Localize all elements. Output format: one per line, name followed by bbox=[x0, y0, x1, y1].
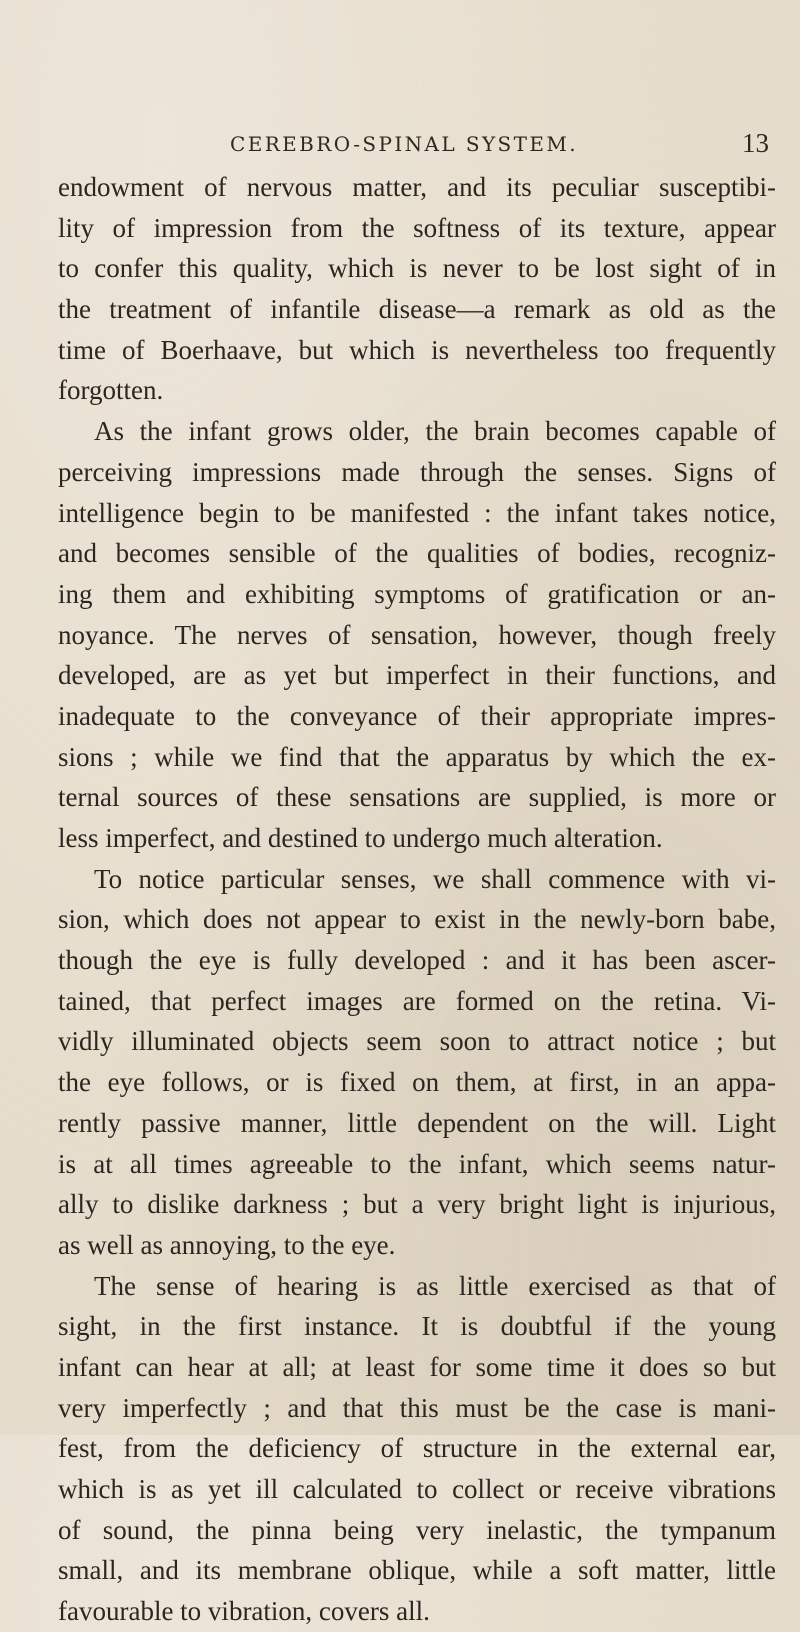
text-line: rently passive manner, little dependent on the will. Light bbox=[58, 1107, 776, 1138]
text-line: is at all times agreeable to the infant, which seems natur- bbox=[58, 1148, 776, 1179]
text-line: the treatment of infantile disease—a remark as old as the bbox=[58, 294, 776, 325]
text-line: sions ; while we find that the apparatus by which the ex- bbox=[58, 741, 776, 772]
text-line: noyance. The nerves of sensation, however, though freely bbox=[58, 619, 776, 650]
text-line: perceiving impressions made through the senses. Signs of bbox=[58, 456, 776, 487]
text-line: forgotten. bbox=[58, 375, 164, 406]
text-line: favourable to vibration, covers all. bbox=[58, 1596, 430, 1627]
text-line: to confer this quality, which is never to be lost sight of in bbox=[58, 253, 776, 284]
text-line: time of Boerhaave, but which is nevertheless too frequently bbox=[58, 334, 776, 365]
paragraph-start-line: To notice particular senses, we shall commence with vi- bbox=[94, 863, 776, 894]
text-line: tained, that perfect images are formed on the retina. Vi- bbox=[58, 985, 776, 1016]
text-line: less imperfect, and destined to undergo much alteration. bbox=[58, 823, 663, 853]
running-title: CEREBRO-SPINAL SYSTEM. bbox=[230, 132, 579, 156]
text-line: of sound, the pinna being very inelastic, the tympanum bbox=[58, 1514, 776, 1545]
text-line: sion, which does not appear to exist in the newly-born babe, bbox=[58, 904, 776, 935]
text-line: and becomes sensible of the qualities of bodies, recogniz- bbox=[58, 538, 776, 569]
text-line: ally to dislike darkness ; but a very bright light is injurious, bbox=[58, 1189, 776, 1220]
text-line: fest, from the deficiency of structure in the external ear, bbox=[58, 1433, 776, 1464]
text-line: developed, are as yet but imperfect in their functions, and bbox=[58, 660, 776, 691]
text-line: the eye follows, or is fixed on them, at first, in an appa- bbox=[58, 1067, 776, 1098]
text-line: infant can hear at all; at least for some time it does so but bbox=[58, 1351, 776, 1382]
body-text bbox=[58, 167, 776, 1632]
text-line: endowment of nervous matter, and its peculiar susceptibi- bbox=[58, 172, 776, 202]
text-line: lity of impression from the softness of its texture, appear bbox=[58, 212, 776, 243]
text-line: inadequate to the conveyance of their appropriate impres- bbox=[58, 700, 776, 731]
page-number: 13 bbox=[742, 128, 769, 158]
text-line: intelligence begin to be manifested : the infant takes notice, bbox=[58, 497, 776, 528]
text-line: which is as yet ill calculated to collect or receive vibrations bbox=[58, 1474, 776, 1504]
text-line: as well as annoying, to the eye. bbox=[58, 1229, 396, 1260]
text-line: very imperfectly ; and that this must be the case is mani- bbox=[58, 1392, 776, 1423]
text-line: sight, in the first instance. It is doubtful if the young bbox=[58, 1311, 776, 1342]
text-line: vidly illuminated objects seem soon to attract notice ; but bbox=[58, 1026, 776, 1057]
text-line: small, and its membrane oblique, while a soft matter, little bbox=[58, 1555, 776, 1586]
paragraph-start-line: As the infant grows older, the brain becomes capable of bbox=[94, 416, 776, 447]
text-line: ternal sources of these sensations are supplied, is more or bbox=[58, 782, 776, 813]
text-line: ing them and exhibiting symptoms of gratification or an- bbox=[58, 578, 776, 609]
text-line: though the eye is fully developed : and it has been ascer- bbox=[58, 945, 776, 976]
running-head bbox=[0, 128, 800, 168]
paragraph-start-line: The sense of hearing is as little exercised as that of bbox=[94, 1270, 776, 1301]
